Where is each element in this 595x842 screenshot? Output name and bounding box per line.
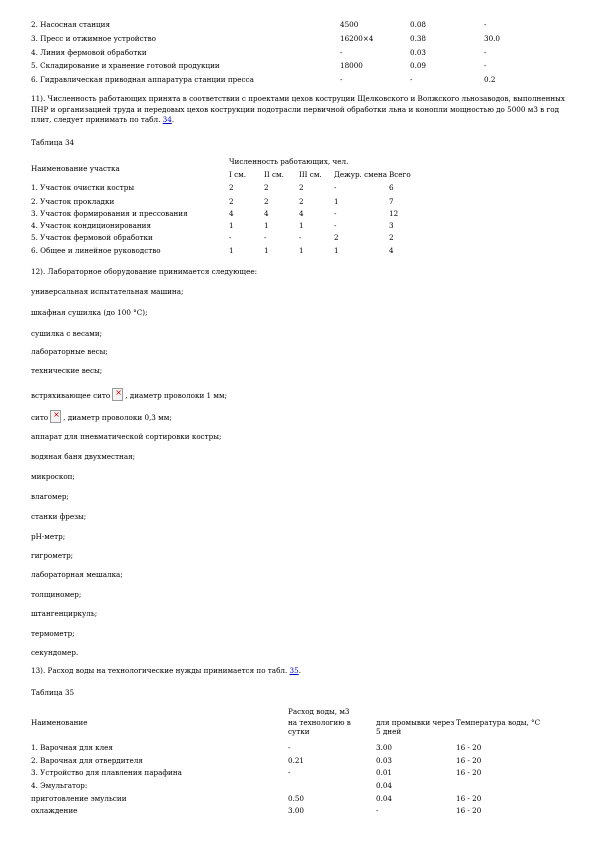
table-cell: 4 — [299, 209, 304, 218]
table-cell: 16 - 20 — [456, 756, 482, 765]
table-cell: 0.50 — [288, 794, 305, 803]
table-34-subheader: I см. — [229, 170, 247, 179]
table-cell: 1 — [334, 246, 339, 255]
list-item: сито× , диаметр проволоки 0,3 мм; — [31, 410, 172, 423]
table-cell-name: приготовление эмульсии — [31, 794, 127, 803]
table-cell: 30.0 — [484, 34, 501, 43]
table-row — [0, 48, 595, 59]
list-item: секундомер. — [31, 648, 79, 657]
table-row — [0, 768, 595, 779]
table-cell: - — [340, 48, 343, 57]
table-cell: 1 — [334, 197, 339, 206]
table-cell: 16 - 20 — [456, 768, 482, 777]
table-cell: 16 - 20 — [456, 794, 482, 803]
table-cell: 4. Линия фермовой обработки — [31, 48, 147, 57]
list-item: микроскоп; — [31, 472, 75, 481]
table-cell: - — [264, 233, 267, 242]
table-cell: 3 — [389, 221, 394, 230]
table-35-sub-daily: на технологию в сутки — [288, 718, 351, 736]
table-cell: 2 — [334, 233, 339, 242]
table-cell: 4500 — [340, 20, 359, 29]
table-cell: 1 — [229, 221, 234, 230]
table-cell: 0.04 — [376, 794, 393, 803]
table-cell: 2 — [264, 183, 269, 192]
table-cell: - — [229, 233, 232, 242]
table-34-caption: Таблица 34 — [31, 138, 75, 147]
table-34-link[interactable]: 34 — [162, 115, 172, 124]
table-row — [0, 221, 595, 232]
table-cell: 0.03 — [410, 48, 427, 57]
list-item: аппарат для пневматической сортировки костры; — [31, 432, 222, 441]
table-row — [0, 743, 595, 754]
table-35-caption: Таблица 35 — [31, 688, 75, 697]
table-cell: 2 — [389, 233, 394, 242]
paragraph-12: 12). Лабораторное оборудование принимается следующее: — [31, 267, 257, 276]
list-item: станки фрезы; — [31, 512, 87, 521]
table-cell: 1 — [264, 246, 269, 255]
table-cell: 5. Складирование и хранение готовой продукции — [31, 61, 220, 70]
table-cell: 0.03 — [376, 756, 393, 765]
list-item: сушилка с весами; — [31, 329, 103, 338]
broken-image-icon — [50, 410, 61, 423]
table-cell: 2 — [299, 183, 304, 192]
table-cell: 2 — [264, 197, 269, 206]
table-cell: - — [334, 221, 337, 230]
table-34-subheader: Дежур. смена — [334, 170, 388, 179]
table-cell: 1 — [229, 246, 234, 255]
table-row — [0, 794, 595, 805]
list-item: шкафная сушилка (до 100 °С); — [31, 308, 148, 317]
table-34-subheader: II см. — [264, 170, 284, 179]
table-cell-name: 3. Устройство для плавления парафина — [31, 768, 182, 777]
table-35-group-header: Расход воды, м3 — [288, 707, 350, 716]
table-cell: 0.2 — [484, 75, 496, 84]
table-cell: 0.04 — [376, 781, 393, 790]
table-cell: 7 — [389, 197, 394, 206]
table-34-subheader: III см. — [299, 170, 322, 179]
table-cell: - — [334, 209, 337, 218]
paragraph-11: 11). Численность работающих принята в соответствии с проектами цехов коструции Щелковского и Волжского льнозаводов, выполненных ПНР и организацией труда и передовых цехов кострукции подотрасли первичной обработки льна и конопли мощностью до 5000 м3 в год плит, следует принимать по табл. 34. — [31, 94, 565, 124]
table-cell-name: 4. Участок кондиционирования — [31, 221, 152, 230]
table-cell: 0.38 — [410, 34, 427, 43]
table-cell: 3.00 — [376, 743, 393, 752]
list-item: лабораторные весы; — [31, 347, 108, 356]
table-34-col-name: Наименование участка — [31, 164, 120, 173]
table-cell: - — [376, 806, 379, 815]
table-cell: 1 — [299, 246, 304, 255]
table-cell-name: 2. Участок прокладки — [31, 197, 115, 206]
table-row — [0, 756, 595, 767]
table-cell: - — [484, 48, 487, 57]
list-item: термометр; — [31, 629, 75, 638]
table-cell: 3. Пресс и отжимное устройство — [31, 34, 156, 43]
table-35-col-name: Наименование — [31, 718, 88, 727]
list-item: штангенциркуль; — [31, 609, 98, 618]
table-cell-name: 1. Участок очистки костры — [31, 183, 135, 192]
table-cell: - — [410, 75, 413, 84]
table-cell: 2. Насосная станция — [31, 20, 110, 29]
table-cell: - — [484, 61, 487, 70]
table-cell-name: охлаждение — [31, 806, 78, 815]
table-cell: 4 — [389, 246, 394, 255]
table-cell: - — [288, 743, 291, 752]
table-35-link[interactable]: 35 — [289, 666, 299, 675]
table-cell: 16 - 20 — [456, 806, 482, 815]
table-row — [0, 61, 595, 72]
table-cell: 0.21 — [288, 756, 305, 765]
table-cell: 12 — [389, 209, 399, 218]
table-cell: - — [299, 233, 302, 242]
table-cell: - — [484, 20, 487, 29]
table-row — [0, 246, 595, 257]
table-row — [0, 20, 595, 31]
table-34-subheader-row — [0, 170, 595, 181]
paragraph-11-text: 11). Численность работающих принята в соответствии с проектами цехов коструции Щелковского и Волжского льнозаводов, выполненных ПНР и организацией труда и передовых цехов кострукции подотрасли первичной обработки льна и конопли мощностью до 5000 м3 в год плит, следует принимать по табл. — [31, 94, 565, 124]
table-cell: 1 — [264, 221, 269, 230]
list-item: гигрометр; — [31, 551, 74, 560]
table-34-group-header: Численность работающих, чел. — [229, 157, 349, 166]
table-cell: - — [334, 183, 337, 192]
table-row — [0, 183, 595, 194]
table-cell: 16 - 20 — [456, 743, 482, 752]
table-cell: 4 — [264, 209, 269, 218]
list-item: влагомер; — [31, 492, 69, 501]
table-cell-name: 2. Варочная для отвердителя — [31, 756, 143, 765]
table-cell: 2 — [229, 197, 234, 206]
table-row — [0, 806, 595, 817]
table-34-subheader: Всего — [389, 170, 411, 179]
table-cell-name: 3. Участок формирования и прессования — [31, 209, 188, 218]
paragraph-13: 13). Расход воды на технологические нужды принимается по табл. 35. — [31, 666, 301, 675]
table-cell: - — [340, 75, 343, 84]
list-item: встряхивающее сито× , диаметр проволоки 1 мм; — [31, 388, 227, 401]
table-cell-name: 5. Участок фермовой обработки — [31, 233, 153, 242]
list-item: водяная баня двухместная; — [31, 452, 136, 461]
table-row — [0, 197, 595, 208]
table-cell: 1 — [299, 221, 304, 230]
table-cell: 6 — [389, 183, 394, 192]
table-cell-name: 6. Общее и линейное руководство — [31, 246, 161, 255]
table-cell: 18000 — [340, 61, 363, 70]
table-cell: 16200×4 — [340, 34, 374, 43]
broken-image-icon — [112, 388, 123, 401]
table-cell-name: 4. Эмульгатор: — [31, 781, 88, 790]
table-row — [0, 781, 595, 792]
table-row — [0, 209, 595, 220]
table-cell: - — [288, 768, 291, 777]
table-35-col-temp: Температура воды, °С — [456, 718, 541, 727]
table-35-sub-flush: для промывки через 5 дней — [376, 718, 455, 736]
table-cell: 4 — [229, 209, 234, 218]
table-cell: 0.09 — [410, 61, 427, 70]
table-row — [0, 75, 595, 86]
list-item: толщиномер; — [31, 590, 82, 599]
table-cell: 6. Гидравлическая приводная аппаратура станции пресса — [31, 75, 254, 84]
table-cell: 0.08 — [410, 20, 427, 29]
list-item: технические весы; — [31, 366, 103, 375]
table-cell: 3.00 — [288, 806, 305, 815]
table-row — [0, 34, 595, 45]
list-item: лабораторная мешалка; — [31, 570, 123, 579]
table-cell: 0.01 — [376, 768, 393, 777]
list-item: pH-метр; — [31, 532, 66, 541]
table-cell-name: 1. Варочная для клея — [31, 743, 113, 752]
list-item: универсальная испытательная машина; — [31, 287, 184, 296]
table-cell: 2 — [299, 197, 304, 206]
table-cell: 2 — [229, 183, 234, 192]
table-row — [0, 233, 595, 244]
